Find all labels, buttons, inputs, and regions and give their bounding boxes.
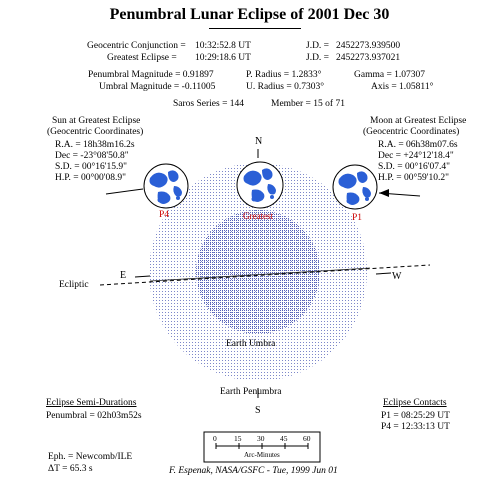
credit-line: F. Espenak, NASA/GSFC - Tue, 1999 Jun 01 — [169, 466, 338, 476]
scale-tick-30: 30 — [257, 434, 265, 443]
west-label: W — [392, 271, 402, 282]
penumbral-semi-duration: Penumbral = 02h03m52s — [46, 411, 142, 421]
conjunction-ut: 10:32:52.8 UT — [195, 41, 251, 51]
scale-label: Arc-Minutes — [244, 451, 280, 459]
sun-subheading: (Geocentric Coordinates) — [47, 127, 144, 137]
contact-p1: P1 = 08:25:29 UT — [381, 411, 450, 421]
west-tick — [376, 273, 391, 274]
sun-heading: Sun at Greatest Eclipse — [52, 116, 141, 126]
greatest-ut: 10:29:18.6 UT — [195, 53, 251, 63]
sun-ra: R.A. = 18h38m16.2s — [55, 140, 135, 150]
east-label: E — [120, 270, 127, 281]
scale-tick-15: 15 — [234, 434, 242, 443]
ephemeris: Eph. = Newcomb/ILE — [48, 452, 133, 462]
sun-sd: S.D. = 00°16'15.9" — [55, 162, 128, 172]
sun-dec: Dec = -23°08'50.8" — [55, 151, 129, 161]
conjunction-jd: 2452273.939500 — [336, 41, 401, 51]
axis: Axis = 1.05811° — [371, 82, 434, 92]
semi-durations-heading: Eclipse Semi-Durations — [46, 398, 137, 408]
greatest-label-diagram: Greatest — [243, 211, 273, 221]
moon-p4 — [144, 164, 188, 208]
south-label: S — [255, 405, 261, 416]
p4-label: P4 — [159, 210, 170, 220]
umbral-radius: U. Radius = 0.7303° — [246, 82, 325, 92]
contact-p4: P4 = 12:33:13 UT — [381, 422, 450, 432]
penumbral-radius: P. Radius = 1.2833° — [246, 70, 322, 80]
greatest-jd: 2452273.937021 — [336, 53, 401, 63]
moon-sd: S.D. = 00°16'07.4" — [378, 162, 451, 172]
moon-ra: R.A. = 06h38m07.6s — [378, 140, 458, 150]
umbral-magnitude: Umbral Magnitude = -0.11005 — [99, 82, 216, 92]
ecliptic-label: Ecliptic — [59, 280, 89, 290]
contacts-heading: Eclipse Contacts — [383, 398, 447, 408]
arrow-head-right — [379, 189, 389, 197]
conjunction-jd-label: J.D. = — [306, 41, 330, 51]
page-title: Penumbral Lunar Eclipse of 2001 Dec 30 — [109, 6, 390, 23]
moon-p1 — [333, 165, 377, 209]
saros-member: Member = 15 of 71 — [271, 99, 345, 109]
umbra-label: Earth Umbra — [226, 339, 276, 349]
delta-t: ΔT = 65.3 s — [48, 464, 93, 474]
penumbra-label: Earth Penumbra — [220, 387, 282, 397]
conjunction-label: Geocentric Conjunction = — [87, 41, 186, 51]
moon-greatest — [237, 162, 283, 208]
scale-tick-60: 60 — [303, 434, 311, 443]
north-label: N — [255, 136, 263, 147]
sun-hp: H.P. = 00°00'08.9" — [55, 173, 126, 183]
scale-tick-0: 0 — [213, 434, 217, 443]
moon-dec: Dec = +24°12'18.4" — [378, 151, 454, 161]
east-tick — [135, 276, 150, 277]
scale-tick-45: 45 — [280, 434, 288, 443]
greatest-jd-label: J.D. = — [306, 53, 330, 63]
gamma: Gamma = 1.07307 — [354, 70, 426, 80]
p1-label: P1 — [352, 213, 363, 223]
saros-series: Saros Series = 144 — [173, 99, 245, 109]
moon-heading: Moon at Greatest Eclipse — [370, 116, 467, 126]
greatest-label: Greatest Eclipse = — [107, 53, 177, 63]
moon-hp: H.P. = 00°59'10.2" — [378, 173, 449, 183]
penumbral-magnitude: Penumbral Magnitude = 0.91897 — [88, 70, 214, 80]
moon-subheading: (Geocentric Coordinates) — [363, 127, 460, 137]
arrow-line-left — [106, 189, 143, 194]
